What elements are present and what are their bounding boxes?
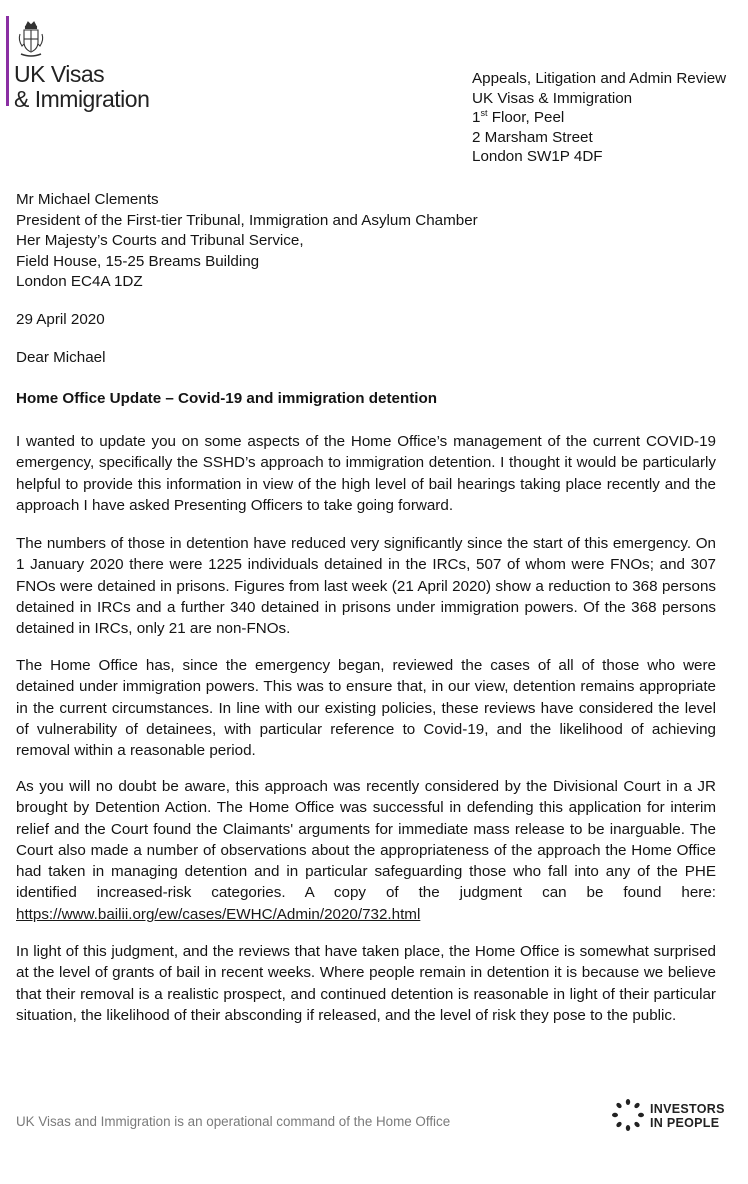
body-paragraph-1: I wanted to update you on some aspects of the Home Office’s management of the current COVID-19 emergency, specifically the SSHD’s approach to immigration detention. I thought it would be particularly helpful to provide this information in view of the high level of bail hearings taking place recently and the approach I have asked Presenting Officers to take going forward. <box>16 433 716 514</box>
investors-in-people-label <box>650 1102 725 1130</box>
iip-line2: IN PEOPLE <box>650 1116 720 1130</box>
letter-date: 29 April 2020 <box>16 311 105 328</box>
footer-text: UK Visas and Immigration is an operational command of the Home Office <box>16 1114 451 1129</box>
body-paragraph-5: In light of this judgment, and the reviews that have taken place, the Home Office is somewhat surprised at the level of grants of bail in recent weeks. Where people remain in detention it is because we believe that their removal is a realistic prospect, and continued detention is reasonable in light of their particular situation, the likelihood of their absconding if released, and the level of risk they pose to the public. <box>16 943 716 1024</box>
sender-line1: Appeals, Litigation and Admin Review <box>472 70 727 87</box>
sender-line2: UK Visas & Immigration <box>472 89 633 107</box>
brand-name-line1: UK Visas <box>14 61 105 87</box>
salutation: Dear Michael <box>16 349 106 366</box>
royal-crest-icon <box>16 18 46 60</box>
brand-color-bar <box>6 16 9 106</box>
recipient-address-line1: Field House, 15-25 Breams Building <box>16 252 260 270</box>
iip-line1: INVESTORS <box>650 1102 725 1116</box>
body-paragraph-4-text: As you will no doubt be aware, this approach was recently considered by the Divisional Court in a JR brought by Detention Action. The Home Office was successful in defending this application for interim relief and the Court found the Claimants' arguments for immediate mass release to be inarguable. The Court also made a number of observations about the appropriateness of the approach the Home Office had taken in managing detention and in particular safeguarding those who fall into any of the PHE identified increased-risk categories. A copy of the judgment can be found here: <box>16 778 716 902</box>
recipient-title: President of the First-tier Tribunal, Immigration and Asylum Chamber <box>16 211 478 229</box>
sender-floor-rest: Floor, Peel <box>487 109 565 126</box>
recipient-address <box>16 190 478 293</box>
sender-floor-suffix: st <box>480 108 488 118</box>
brand-name <box>14 62 149 112</box>
sender-address <box>472 69 726 167</box>
body-paragraph-2: The numbers of those in detention have reduced very significantly since the start of this emergency. On 1 January 2020 there were 1225 individuals detained in the IRCs, 507 of whom were FNOs; and 307 FNOs were detained in prisons. Figures from last week (21 April 2020) show a reduction to 368 persons detained in IRCs and a further 340 detained in prisons under immigration powers. Of the 368 persons detained in IRCs, only 21 are non-FNOs. <box>16 535 716 638</box>
investors-in-people-icon <box>610 1098 646 1134</box>
sender-line5: London SW1P 4DF <box>472 148 603 165</box>
sender-floor-number: 1 <box>472 109 481 126</box>
judgment-link[interactable]: https://www.bailii.org/ew/cases/EWHC/Admin/2020/732.html <box>16 905 421 923</box>
body-paragraph-4 <box>16 776 716 925</box>
recipient-address-line2: London EC4A 1DZ <box>16 273 143 290</box>
sender-line3 <box>472 108 726 128</box>
body-paragraph-3: The Home Office has, since the emergency began, reviewed the cases of all of those who were detained under immigration powers. This was to ensure that, in our view, detention remains appropriate in the current circumstances. In line with our existing policies, these reviews have considered the level of vulnerability of detainees, with particular reference to Covid-19, and the likelihood of achieving removal within a reasonable period. <box>16 657 716 760</box>
recipient-org: Her Majesty’s Courts and Tribunal Service, <box>16 232 304 249</box>
letter-subject: Home Office Update – Covid-19 and immigration detention <box>16 390 438 407</box>
sender-line4: 2 Marsham Street <box>472 128 593 146</box>
brand-name-line2: & Immigration <box>14 86 150 112</box>
recipient-name: Mr Michael Clements <box>16 191 159 208</box>
